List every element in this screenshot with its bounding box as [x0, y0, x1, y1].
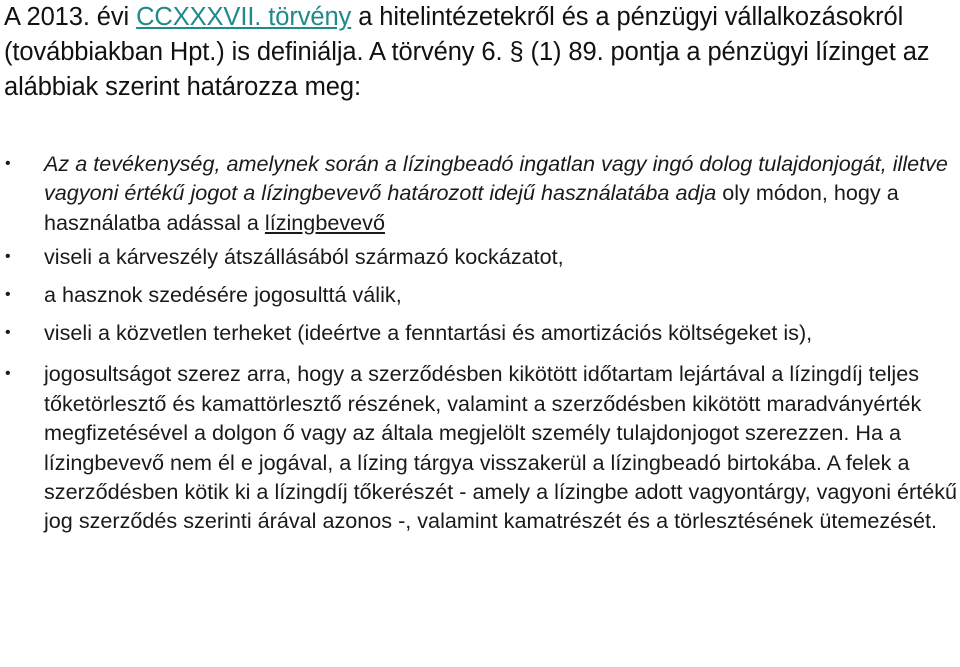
definition-normal-text: oly módon, hogy a használatba adással a	[44, 180, 899, 235]
bullet-icon: •	[5, 155, 11, 172]
intro-paragraph	[4, 0, 960, 105]
lessee-underlined-term: lízingbevevő	[264, 209, 385, 235]
law-link[interactable]: CCXXXVII. törvény	[136, 3, 352, 31]
list-item-text: a hasznok szedésére jogosulttá válik,	[44, 281, 402, 307]
list-item-text: viseli a kárveszély átszállásából származó kockázatot,	[44, 244, 564, 270]
list-item	[0, 242, 960, 271]
list-item	[0, 318, 960, 347]
bullet-icon: •	[5, 324, 11, 342]
intro-suffix: a hitelintézetekről és a pénzügyi vállalkozásokról (továbbiakban Hpt.) is definiálja. A törvény 6. § (1) 89. pontja a pénzügyi lízinget az alábbiak szerint határozza meg:	[4, 3, 930, 101]
definition-italic-text: Az a tevékenység, amelynek során a lízingbeadó ingatlan vagy ingó dolog tulajdonjogát, illetve vagyoni értékű jogot a lízingbevevő határozott idejű használatába adja	[44, 151, 948, 206]
bullet-icon: •	[5, 285, 11, 303]
bullet-icon: •	[5, 248, 11, 266]
list-item	[0, 280, 960, 309]
definition-list	[0, 146, 960, 536]
list-item	[0, 359, 960, 535]
list-item-text: viseli a közvetlen terheket (ideértve a fenntartási és amortizációs költségeket is),	[44, 320, 813, 346]
list-item-text: jogosultságot szerez arra, hogy a szerződésben kikötött időtartam lejártával a lízingdíj teljes tőketörlesztő és kamattörlesztő részének, valamint a szerződésben kikötött maradványérték megfizetésével a dolgon ő vagy az általa megjelölt személy tulajdonjogot szerezzen. Ha a lízingbevevő nem él e jogával, a lízing tárgya visszakerül a lízingbeadó birtokába. A felek a szerződésben kötik ki a lízingdíj tőkerészét - amely a lízingbe adott vagyontárgy, vagyoni értékű jog szerződés szerinti árával azonos -, valamint kamatrészét és a törlesztésének ütemezését.	[44, 361, 958, 534]
intro-prefix: A 2013. évi	[4, 3, 137, 31]
list-item	[0, 149, 960, 237]
bullet-icon: •	[5, 365, 11, 383]
